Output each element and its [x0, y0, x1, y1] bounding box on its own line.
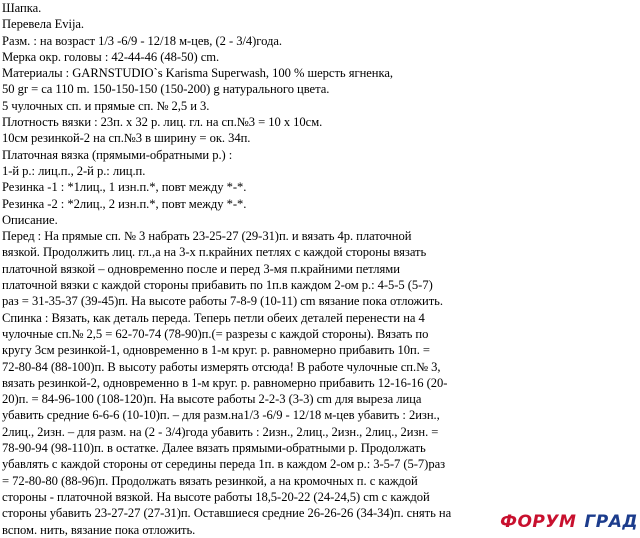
text-line: стороны убавить 23-27-27 (27-31)п. Оставшиеся средние 26-26-26 (34-34)п. снять на	[2, 506, 452, 521]
text-line: 72-80-84 (88-100)п. В высоту работы измерять отсюда! В работе чулочные сп.№ 3,	[2, 359, 441, 374]
doc-title: Шапка.	[2, 1, 42, 15]
text-line: платочной вязки с каждой стороны прибавить по 1п.в каждом 2-ом р.: 4-5-5 (5-7)	[2, 278, 433, 293]
rib-2-line: Резинка -2 : *2лиц., 2 изн.п.*, повт между *-*.	[2, 196, 247, 211]
text-line: раз = 31-35-37 (39-45)п. На высоте работы 7-8-9 (10-11) cm вязание пока отложить.	[2, 294, 443, 309]
text-line: Спинка : Вязать, как деталь переда. Теперь петли обеих деталей перенести на 4	[2, 310, 425, 325]
translator-line: Перевела Evija.	[2, 17, 85, 32]
document-body	[2, 0, 638, 538]
text-line: убавить средние 6-6-6 (10-10)п. – для разм.на1/3 -6/9 - 12/18 м-цев убавить : 2изн.,	[2, 408, 440, 423]
text-line: чулочные сп.№ 2,5 = 62-70-74 (78-90)п.(= разрезы с каждой стороны). Вязать по	[2, 326, 429, 341]
text-line: Перед : На прямые сп. № 3 набрать 23-25-27 (29-31)п. и вязать 4р. платочной	[2, 229, 412, 244]
stitch-rows-line: 1-й р.: лиц.п., 2-й р.: лиц.п.	[2, 163, 146, 178]
gauge-line-2: 10см резинкой-2 на сп.№3 в ширину = ок. 34п.	[2, 131, 251, 146]
forum-grad-watermark	[496, 513, 638, 531]
needles-line: 5 чулочных сп. и прямые сп. № 2,5 и 3.	[2, 98, 210, 113]
text-line: вспом. нить, вязание пока отложить.	[2, 522, 196, 537]
materials-line: Материалы : GARNSTUDIO`s Karisma Superwash, 100 % шерсть ягненка,	[2, 66, 394, 81]
text-line: 78-90-94 (98-110)п. в остатке. Далее вязать прямыми-обратными р. Продолжать	[2, 441, 426, 456]
watermark-word-grad: ГРАД	[584, 512, 638, 532]
text-line: стороны - платочной вязкой. На высоте работы 18,5-20-22 (24-24,5) cm с каждой	[2, 489, 430, 504]
watermark-word-forum: ФОРУМ	[500, 512, 577, 532]
text-line: кругу 3см резинкой-1, одновременно в 1-м круг. р. равномерно прибавить 10п. =	[2, 343, 430, 358]
text-line: платочной вязкой – одновременно после и перед 3-мя п.крайними петлями	[2, 261, 400, 276]
gauge-line: Плотность вязки : 23п. х 32 р. лиц. гл. на сп.№3 = 10 х 10см.	[2, 115, 323, 130]
materials-line-2: 50 gr = ca 110 m. 150-150-150 (150-200) g натурального цвета.	[2, 82, 330, 97]
text-line: вязать резинкой-2, одновременно в 1-м круг. р. равномерно прибавить 12-16-16 (20-	[2, 375, 448, 390]
description-heading: Описание.	[2, 212, 58, 227]
text-line: 2лиц., 2изн. – для разм. на (2 - 3/4)года убавить : 2изн., 2лиц., 2изн., 2лиц., 2изн. =	[2, 424, 439, 439]
size-line: Разм. : на возраст 1/3 -6/9 - 12/18 м-цев, (2 - 3/4)года.	[2, 33, 282, 48]
text-line: = 72-80-80 (88-96)п. Продолжать вязать резинкой, а на кромочных п. с каждой	[2, 473, 418, 488]
head-measure-line: Мерка окр. головы : 42-44-46 (48-50) cm.	[2, 49, 220, 64]
stitch-heading: Платочная вязка (прямыми-обратными р.) :	[2, 147, 233, 162]
rib-1-line: Резинка -1 : *1лиц., 1 изн.п.*, повт между *-*.	[2, 180, 247, 195]
text-line: убавлять с каждой стороны от середины переда 1п. в каждом 2-ом р.: 3-5-7 (5-7)раз	[2, 457, 446, 472]
text-line: вязкой. Продолжить лиц. гл.,а на 3-х п.крайних петлях с каждой стороны вязать	[2, 245, 427, 260]
text-line: 20)п. = 84-96-100 (108-120)п. На высоте работы 2-2-3 (3-3) cm для выреза лица	[2, 392, 422, 407]
